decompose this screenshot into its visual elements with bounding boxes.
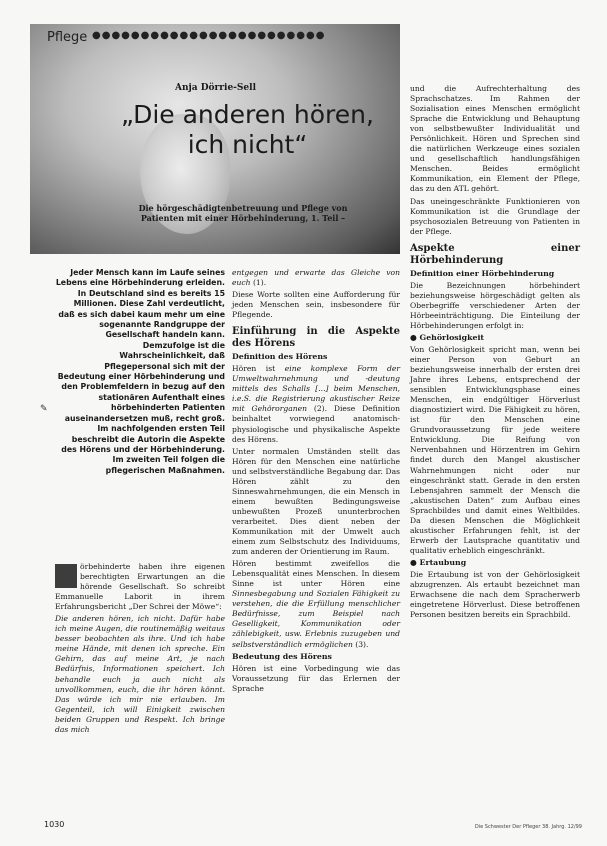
section-label: Pflege bbox=[47, 30, 88, 45]
heading-definition-hoerbehinderung: Definition einer Hörbehinderung bbox=[410, 268, 555, 278]
heading-definition: Definition des Hörens bbox=[232, 352, 328, 362]
paragraph-kommunikation: Das uneingeschränkte Funktionieren von Kommunikation ist die Grundlage der psychosozialen Betreuung von Patienten in der Pflege. bbox=[410, 196, 580, 236]
quote-continuation: entgegen und erwarte das Gleiche von euch (1). bbox=[232, 268, 400, 288]
heading-einfuehrung: Einführung in die Aspekte des Hörens bbox=[232, 326, 400, 350]
paragraph-aufforderung: Diese Worte sollten eine Aufforderung für jeden Menschen sein, insbesondere für Pflegende. bbox=[232, 290, 400, 320]
column-2 bbox=[232, 268, 400, 696]
footer-source: Die Schwester Der Pfleger 38. Jahrg. 12/99 bbox=[474, 824, 582, 830]
dropcap-h bbox=[55, 564, 77, 588]
paragraph-ertaubung: Die Ertaubung ist von der Gehörlosigkeit abzugrenzen. Als ertaubt bezeichnet man Erwachsene die nach dem Spracherwerb eingetretene Hörverlust. Diese betroffenen Personen besitzen bereits ein Sprachbild. bbox=[410, 569, 580, 620]
intro-paragraph: örbehinderte haben ihre eigenen berechtigten Erwartungen an die hörende Gesellschaft. So schreibt Emmanuelle Laborit in ihrem Erfahrungsbericht „Der Schrei der Möwe“: bbox=[55, 562, 225, 612]
heading-aspekte: Aspekte einer Hörbehinderung bbox=[410, 242, 580, 266]
page-number: 1030 bbox=[44, 820, 65, 829]
paragraph-einteilung: Die Bezeichnungen hörbehindert beziehungsweise hörgeschädigt gelten als Oberbegriffe verschiedener Arten der Hörbeeinträchtigung. Die Einteilung der Hörbehinderungen erfolgt in: bbox=[410, 280, 580, 330]
heading-gehoerlosigkeit: ● Gehörlosigkeit bbox=[410, 333, 580, 343]
paragraph-bedeutung: Hören ist eine Vorbedingung wie das Voraussetzung für das Erlernen der Sprache bbox=[232, 663, 400, 693]
paragraph-sprachschatz: und die Aufrechterhaltung des Sprachschatzes. Im Rahmen der Sozialisation eines Menschen ermöglicht Sprache die Entwicklung und Behauptung von selbstbewußter Individualität und Persönlichkeit. Hören und Sprechen sind die natürlichen Werkzeuge eines sozialen und gesellschaftlich handlungsfähigen Menschen. Beides ermöglicht Kommunikation, ein Element der Pflege, das zu den ATL gehört. bbox=[410, 84, 580, 194]
column-3 bbox=[410, 84, 580, 622]
author: Anja Dörrie-Sell bbox=[175, 83, 256, 93]
paragraph-definition: Hören ist eine komplexe Form der Umweltwahrnehmung und -deutung mittels des Schalls [...] beim Menschen, i.e.S. die Registrierung akustischer Reize mit Gehörorganen (2). Diese Definition beinhaltet vorwiegend anatomisch-physiologische und physikalische Aspekte des Hörens. bbox=[232, 364, 400, 444]
paragraph-hoeren: Hören bestimmt zweifellos die Lebensqualität eines Menschen. In diesem Sinne ist unter Hören eine Sinnesbegabung und Sozialen Fähigkeit zu verstehen, die die Erfüllung menschlicher Bedürfnisse, zum Beispiel nach Geselligkeit, Kommunikation oder zählebigkeit, usw. Erlebnis zuzugeben und selbstverständlich ermöglichen (3). bbox=[232, 559, 400, 649]
paragraph-unter: Unter normalen Umständen stellt das Hören für den Menschen eine natürliche und selbstverständliche Begabung dar. Das Hören zählt zu den Sinneswahrnehmungen, die ein Mensch in einem bewußten Bedingungsweise unbewußten Prozeß ununterbrochen verarbeitet. Dies dient neben der Kommunikation mit der Umwelt auch einem zum Selbstschutz des Individuums, zum anderen der Orientierung im Raum. bbox=[232, 446, 400, 557]
article-title bbox=[95, 100, 400, 160]
heading-bedeutung: Bedeutung des Hörens bbox=[232, 651, 332, 661]
lead-paragraph: Jeder Mensch kann im Laufe seines Lebens eine Hörbehinderung erleiden. In Deutschland sind es bereits 15 Millionen. Diese Zahl verdeutlicht, daß es sich dabei kaum mehr um eine sogenannte Randgruppe der Gesellschaft handeln kann. Demzufolge ist die Wahrscheinlichkeit, daß Pflegepersonal sich mit der Bedeutung einer Hörbehinderung und den Problemfeldern in bezug auf den stationären Aufenthalt eines hörbehinderten Patienten auseinandersetzen muß, recht groß. Im nachfolgenden ersten Teil beschreibt die Autorin die Aspekte des Hörens und der Hörbehinderung. Im zweiten Teil folgen die pflegerischen Maßnahmen. bbox=[55, 268, 225, 475]
article-subtitle: Die hörgeschädigtenbetreuung und Pflege von Patienten mit einer Hörbehinderung, 1. Teil – bbox=[138, 203, 348, 223]
title-line-2: ich nicht“ bbox=[187, 130, 308, 159]
section-dots: ●●●●●●●●●●●●●●●●●●●●●●●● bbox=[92, 30, 326, 41]
title-line-1: „Die anderen hören, bbox=[121, 100, 374, 129]
column-1 bbox=[55, 562, 225, 737]
bird-icon: ✎ bbox=[40, 404, 48, 414]
quote-paragraph: Die anderen hören, ich nicht. Dafür habe ich meine Augen, die routinemäßig weitaus besser beobachten als ihre. Und ich habe meine Hände, mit denen ich spreche. Ein Gehirn, das auf meine Art, je nach Bedürfnis, Informationen speichert. Ich behandle euch ja auch nicht als unvollkommen, euch, die ihr hören könnt. Das würde ich mir nie erlauben. Im Gegenteil, ich will Einigkeit zwischen beiden Gruppen und Respekt. Ich bringe das mich bbox=[55, 614, 225, 734]
heading-ertaubung: ● Ertaubung bbox=[410, 558, 580, 568]
paragraph-gehoerlosigkeit: Von Gehörlosigkeit spricht man, wenn bei einer Person von Geburt an beziehungsweise innerhalb der ersten drei Jahre ihres Lebens, entsprechend der sensiblen Entwicklungsphase eines Menschen, ein endgültiger Hörverlust diagnostiziert wird. Die Fähigkeit zu hören, ist für den Menschen eine Grundvoraussetzung für jede weitere Entwicklung. Die Reifung von Nervenbahnen und Hörzentren im Gehirn findet durch den Mangel akustischer Wahrnehmungen nicht oder nur eingeschränkt statt. Gerade in den ersten Lebensjahren sammelt der Mensch die „akustischen Daten“ zum Aufbau eines Sprachbildes und damit eines Weltbildes. Da diesen Menschen die Möglichkeit akustischer Erfahrungen fehlt, ist der Erwerb der Lautsprache quantitativ und qualitativ erheblich eingeschränkt. bbox=[410, 344, 580, 555]
